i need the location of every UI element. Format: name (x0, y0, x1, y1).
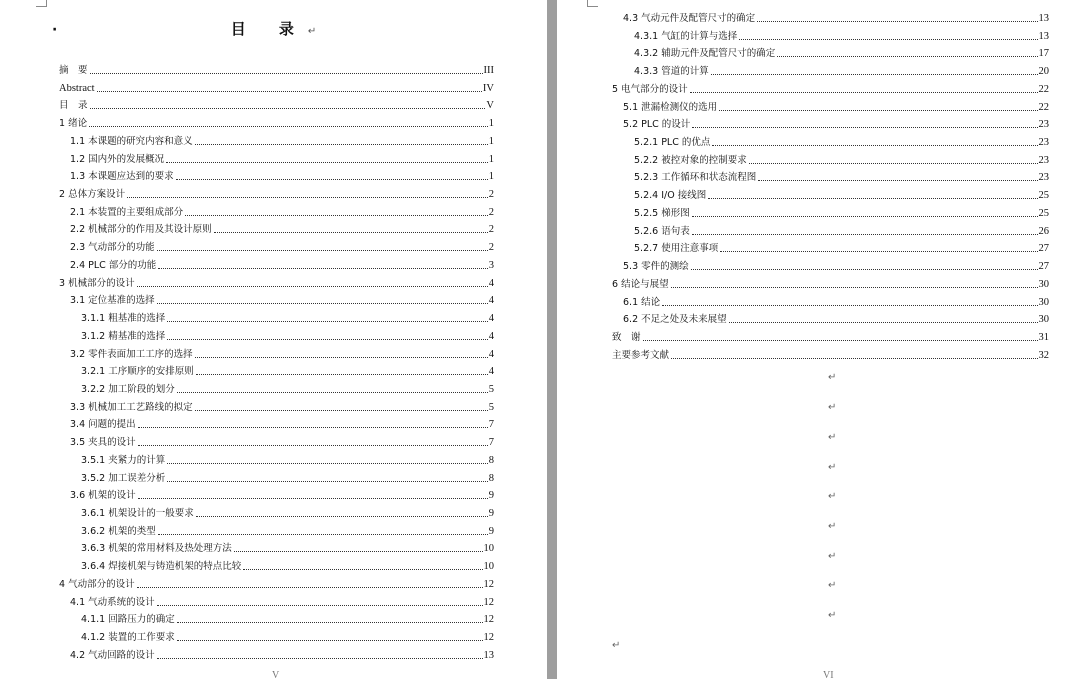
toc-entry-title: 目 录 (59, 100, 88, 112)
dot-leader (157, 604, 483, 606)
dot-leader (691, 268, 1038, 270)
toc-entry[interactable] (634, 64, 1049, 78)
toc-entry-page: 4 (488, 277, 494, 289)
toc-entry-title: 5 电气部分的设计 (612, 83, 688, 95)
toc-entry[interactable] (81, 524, 494, 538)
toc-entry[interactable] (70, 400, 494, 414)
toc-entry-title: 5.2.3 工作循环和状态流程图 (634, 172, 757, 184)
corner-mark (587, 0, 598, 7)
dot-leader (739, 38, 1037, 40)
dot-leader (720, 250, 1037, 252)
toc-entry-title: 6.2 不足之处及未来展望 (623, 314, 727, 326)
toc-entry-page: 25 (1038, 190, 1049, 202)
toc-entry-page: 17 (1038, 48, 1049, 60)
toc-entry[interactable] (634, 135, 1049, 149)
toc-entry-title: 4.3.3 管道的计算 (634, 66, 709, 78)
page-number-left: V (272, 670, 280, 679)
toc-entry-page: 5 (488, 401, 494, 413)
dot-leader (176, 178, 488, 180)
toc-entry-page: 3 (488, 259, 494, 271)
dot-leader (729, 321, 1038, 323)
toc-entry-title: 4.2 气动回路的设计 (70, 649, 155, 661)
toc-entry[interactable] (70, 205, 494, 219)
dot-leader (177, 639, 483, 641)
toc-entry-title: 5.2.2 被控对象的控制要求 (634, 154, 747, 166)
toc-entry-page: 2 (488, 224, 494, 236)
dot-leader (243, 568, 482, 570)
toc-entry-title: 摘 要 (59, 65, 88, 76)
toc-entry-page: 4 (488, 366, 494, 378)
toc-entry-title: 1.2 国内外的发展概况 (70, 153, 165, 165)
toc-entry[interactable] (81, 364, 494, 378)
toc-entry[interactable] (70, 648, 494, 662)
toc-entry[interactable] (59, 81, 494, 95)
toc-entry-title: 3.2.1 工序顺序的安排原则 (81, 366, 194, 378)
toc-entry[interactable] (623, 312, 1049, 326)
dot-leader (158, 267, 487, 269)
toc-entry-title: 5.3 零件的测绘 (623, 261, 689, 273)
toc-entry-title: 3 机械部分的设计 (59, 277, 135, 289)
toc-entry[interactable] (612, 277, 1049, 291)
page-gap (547, 0, 557, 679)
toc-entry-title: 4.3.1 气缸的计算与选择 (634, 30, 738, 42)
toc-entry-page: 2 (488, 242, 494, 254)
toc-entry-page: 27 (1038, 261, 1049, 273)
toc-entry-title: 5.2.7 使用注意事项 (634, 243, 719, 255)
toc-entry[interactable] (70, 240, 494, 254)
toc-entry-page: 30 (1038, 314, 1049, 326)
toc-entry[interactable] (634, 188, 1049, 202)
toc-entry-title: 3.4 问题的提出 (70, 419, 136, 431)
toc-entry-title: 3.6 机架的设计 (70, 490, 136, 502)
toc-entry-title: 3.2 零件表面加工工序的选择 (70, 348, 193, 360)
dot-leader (662, 304, 1037, 306)
toc-entry-title: 3.5.2 加工误差分析 (81, 472, 166, 484)
toc-entry-page: 23 (1038, 119, 1049, 131)
toc-entry-title: 2 总体方案设计 (59, 189, 126, 201)
toc-entry[interactable] (634, 153, 1049, 167)
toc-entry-page: 27 (1038, 243, 1049, 255)
dot-leader (138, 426, 488, 428)
toc-entry[interactable] (59, 276, 494, 290)
toc-entry-title: 1 绪论 (59, 118, 88, 130)
toc-entry[interactable] (81, 329, 494, 343)
toc-entry[interactable] (70, 293, 494, 307)
dot-leader (195, 409, 488, 411)
dot-leader (157, 657, 483, 659)
paragraph-mark-icon: ↵ (828, 521, 837, 532)
toc-entry-title: 5.2.6 语句表 (634, 225, 690, 237)
toc-entry-page: 10 (483, 561, 494, 573)
dot-leader (671, 357, 1037, 359)
toc-entry-title: 4.1.2 装置的工作要求 (81, 632, 175, 644)
dot-leader (690, 91, 1038, 93)
dot-leader (719, 109, 1037, 111)
dot-leader (167, 338, 488, 340)
toc-entry-page: 30 (1038, 296, 1049, 308)
toc-entry-page: 8 (488, 454, 494, 466)
toc-entry-page: 1 (488, 118, 494, 130)
toc-entry-page: 12 (483, 578, 494, 590)
toc-entry-page: 23 (1038, 172, 1049, 184)
page-number-right: VI (823, 670, 834, 679)
toc-entry-title: 3.6.1 机架设计的一般要求 (81, 508, 194, 519)
toc-entry[interactable] (81, 612, 494, 626)
dot-leader (127, 196, 488, 198)
dot-leader (89, 125, 488, 127)
paragraph-mark-icon: ↵ (828, 580, 837, 591)
toc-entry-title: 2.4 PLC 部分的功能 (70, 259, 157, 271)
toc-entry-title: 4.1 气动系统的设计 (70, 596, 155, 608)
toc-entry[interactable] (634, 241, 1049, 255)
toc-entry-title: 6.1 结论 (623, 296, 661, 308)
toc-entry[interactable] (59, 98, 494, 112)
paragraph-mark-icon: ↵ (828, 610, 837, 621)
dot-leader (90, 72, 483, 74)
toc-entry-title: 3.1.1 粗基准的选择 (81, 313, 166, 325)
toc-entry[interactable] (634, 224, 1049, 238)
toc-entry-title: 3.1.2 精基准的选择 (81, 330, 166, 342)
toc-entry-page: 1 (488, 135, 494, 147)
toc-entry-title: 2.2 机械部分的作用及其设计原则 (70, 224, 212, 236)
toc-entry-title: 3.5.1 夹紧力的计算 (81, 454, 166, 466)
dot-leader (692, 215, 1038, 217)
toc-entry-page: 12 (483, 614, 494, 626)
toc-entry-title: 4.3 气动元件及配管尺寸的确定 (623, 13, 756, 24)
toc-entry-page: 1 (488, 153, 494, 165)
toc-entry-page: 4 (488, 313, 494, 325)
toc-entry-page: 10 (483, 543, 494, 555)
dot-leader (758, 179, 1037, 181)
dot-leader (137, 285, 488, 287)
dot-leader (137, 586, 483, 588)
toc-entry-title: 5.2 PLC 的设计 (623, 119, 691, 131)
toc-entry[interactable] (70, 347, 494, 361)
toc-entry-title: 2.1 本装置的主要组成部分 (70, 206, 184, 218)
toc-entry[interactable] (70, 488, 494, 502)
dot-leader (177, 621, 483, 623)
toc-entry-page: 9 (488, 525, 494, 537)
toc-entry-page: 5 (488, 383, 494, 395)
toc-entry[interactable] (59, 63, 494, 77)
dot-leader (643, 339, 1038, 341)
dot-leader (195, 356, 488, 358)
toc-entry-title: 2.3 气动部分的功能 (70, 242, 155, 254)
toc-entry-page: 2 (488, 206, 494, 218)
toc-entry[interactable] (81, 382, 494, 396)
toc-entry-page: 9 (488, 490, 494, 502)
toc-entry[interactable] (81, 630, 494, 644)
toc-entry[interactable] (81, 506, 494, 520)
toc-entry-page: 1 (488, 171, 494, 183)
dot-leader (712, 144, 1037, 146)
toc-entry-title: 1.1 本课题的研究内容和意义 (70, 135, 193, 147)
toc-entry-page: 22 (1038, 83, 1049, 95)
toc-entry-page: 23 (1038, 154, 1049, 166)
toc-entry-page: 2 (488, 189, 494, 201)
dot-leader (692, 233, 1038, 235)
toc-entry-page: 4 (488, 295, 494, 307)
toc-entry[interactable] (81, 311, 494, 325)
toc-entry[interactable] (81, 541, 494, 555)
dot-leader (167, 320, 488, 322)
toc-entry-page: 13 (1038, 13, 1049, 24)
paragraph-mark-icon: ↵ (307, 26, 317, 37)
toc-title (0, 18, 547, 39)
toc-entry-page: 13 (483, 649, 494, 661)
dot-leader (757, 20, 1037, 22)
paragraph-mark-icon: ↵ (828, 491, 837, 502)
toc-entry-title: 3.6.4 焊接机架与铸造机架的特点比较 (81, 561, 242, 573)
paragraph-mark-icon: ↵ (828, 432, 837, 443)
paragraph-mark-icon: ↵ (828, 372, 837, 383)
dot-leader (749, 162, 1038, 164)
toc-entry-title: 主要参考文献 (612, 349, 670, 361)
toc-entry[interactable] (634, 206, 1049, 220)
paragraph-mark-icon: ↵ (612, 640, 621, 651)
toc-entry-title: 4.1.1 回路压力的确定 (81, 614, 175, 626)
toc-entry-page: 22 (1038, 101, 1049, 113)
toc-entry[interactable] (70, 595, 494, 609)
dot-leader (214, 231, 488, 233)
paragraph-mark-icon: ↵ (828, 402, 837, 413)
toc-entry-title: 4 气动部分的设计 (59, 578, 135, 590)
toc-entry[interactable] (623, 11, 1049, 25)
toc-entry-page: 7 (488, 437, 494, 449)
toc-entry-page: 12 (483, 632, 494, 644)
toc-entry-title: 4.3.2 辅助元件及配管尺寸的确定 (634, 48, 776, 60)
toc-entry[interactable] (634, 29, 1049, 43)
toc-entry[interactable] (623, 295, 1049, 309)
toc-entry-page: 26 (1038, 225, 1049, 237)
dot-leader (708, 197, 1037, 199)
toc-entry[interactable] (634, 170, 1049, 184)
toc-entry-page: 4 (488, 348, 494, 360)
toc-entry-title: 3.3 机械加工工艺路线的拟定 (70, 401, 193, 413)
toc-entry[interactable] (70, 134, 494, 148)
toc-entry[interactable] (81, 559, 494, 573)
toc-entry[interactable] (623, 117, 1049, 131)
toc-entry-page: 7 (488, 419, 494, 431)
dot-leader (158, 533, 488, 535)
toc-entry[interactable] (623, 259, 1049, 273)
dot-leader (177, 391, 488, 393)
toc-entry[interactable] (70, 435, 494, 449)
toc-entry-title: 1.3 本课题应达到的要求 (70, 171, 174, 183)
toc-entry-page: 8 (488, 472, 494, 484)
toc-entry-page: 30 (1038, 278, 1049, 290)
dot-leader (777, 55, 1037, 57)
dot-leader (90, 107, 486, 109)
bullet-mark: · (52, 22, 58, 38)
toc-entry[interactable] (623, 100, 1049, 114)
dot-leader (234, 550, 483, 552)
toc-entry[interactable] (70, 222, 494, 236)
dot-leader (97, 90, 482, 92)
toc-entry[interactable] (59, 116, 494, 130)
toc-entry-page: 31 (1038, 331, 1049, 343)
toc-entry[interactable] (612, 348, 1049, 362)
toc-entry[interactable] (612, 330, 1049, 344)
toc-entry[interactable] (612, 82, 1049, 96)
toc-entry-title: 致 谢 (612, 331, 641, 343)
toc-entry[interactable] (81, 453, 494, 467)
toc-entry-title: Abstract (59, 82, 95, 94)
toc-entry[interactable] (70, 258, 494, 272)
toc-entry-page: 9 (488, 508, 494, 519)
dot-leader (166, 161, 488, 163)
toc-entry[interactable] (59, 187, 494, 201)
toc-entry[interactable] (634, 46, 1049, 60)
dot-leader (167, 462, 488, 464)
toc-entry[interactable] (70, 417, 494, 431)
toc-entry-title: 3.6.2 机架的类型 (81, 525, 156, 537)
toc-entry-page: 23 (1038, 137, 1049, 149)
toc-entry-title: 5.1 泄漏检测仪的选用 (623, 101, 718, 113)
toc-page-right (557, 0, 1077, 679)
dot-leader (196, 515, 488, 517)
toc-entry-page: 32 (1038, 349, 1049, 361)
toc-entry-title: 5.2.4 I/O 接线图 (634, 190, 707, 202)
dot-leader (157, 249, 488, 251)
toc-entry-title: 3.2.2 加工阶段的划分 (81, 383, 175, 395)
dot-leader (157, 302, 488, 304)
dot-leader (185, 214, 488, 216)
toc-entry[interactable] (70, 169, 494, 183)
dot-leader (671, 286, 1038, 288)
toc-entry-title: 6 结论与展望 (612, 278, 669, 290)
dot-leader (167, 480, 488, 482)
toc-entry-title: 3.5 夹具的设计 (70, 437, 136, 449)
dot-leader (692, 126, 1037, 128)
toc-entry-page: 12 (483, 596, 494, 608)
toc-entry-page: 4 (488, 330, 494, 342)
dot-leader (138, 497, 488, 499)
toc-entry-page: 20 (1038, 66, 1049, 78)
toc-entry-title: 3.1 定位基准的选择 (70, 295, 155, 307)
toc-entry[interactable] (81, 471, 494, 485)
toc-entry-page: IV (482, 82, 494, 94)
toc-entry-page: 13 (1038, 30, 1049, 42)
toc-entry-title: 5.2.5 梯形图 (634, 207, 690, 219)
toc-entry[interactable] (70, 152, 494, 166)
corner-mark (36, 0, 47, 7)
paragraph-mark-icon: ↵ (828, 551, 837, 562)
toc-entry-page: V (486, 100, 494, 112)
toc-entry-page: III (483, 65, 494, 76)
toc-entry-page: 25 (1038, 207, 1049, 219)
toc-title-text: 目 录 (230, 20, 308, 38)
paragraph-mark-icon: ↵ (828, 462, 837, 473)
dot-leader (138, 444, 488, 446)
toc-entry[interactable] (59, 577, 494, 591)
dot-leader (711, 73, 1038, 75)
toc-entry-title: 3.6.3 机架的常用材料及热处理方法 (81, 543, 232, 555)
dot-leader (195, 143, 488, 145)
dot-leader (196, 373, 488, 375)
toc-entry-title: 5.2.1 PLC 的优点 (634, 137, 711, 149)
